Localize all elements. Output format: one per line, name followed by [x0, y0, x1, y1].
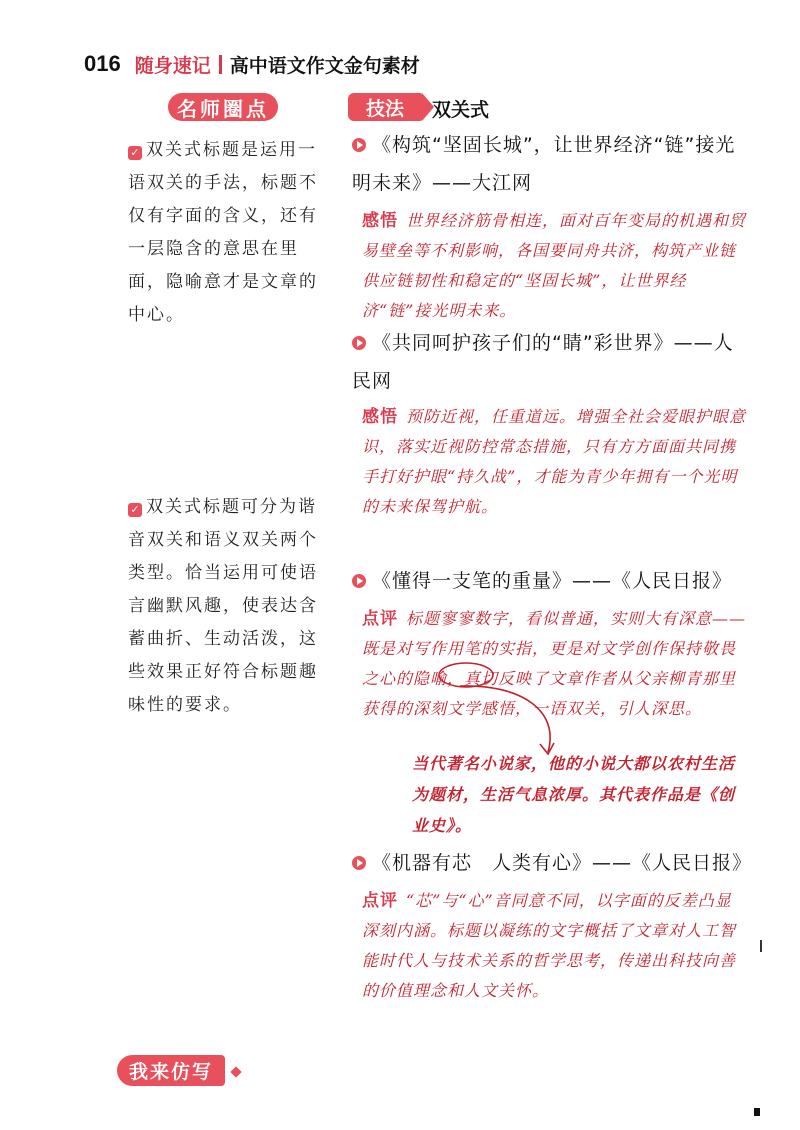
entry-title: [352, 324, 744, 400]
entry-title: [352, 562, 744, 600]
play-bullet-icon: [352, 856, 366, 870]
play-bullet-icon: [352, 574, 366, 588]
practice-badge: 我来仿写: [117, 1055, 225, 1086]
entry-title: [352, 844, 753, 882]
teacher-notes-badge: 名师圈点: [168, 93, 278, 121]
entry-comment-text: “芯”与“心”音同意不同，以字面的反差凸显深刻内涵。标题以凝练的文字概括了文章对人工智能时代人与技术关系的哲学思考，传递出科技向善的价值理念和人文关怀。: [362, 891, 737, 1000]
margin-mark: [760, 940, 762, 952]
entry-comment-text: 标题寥寥数字，看似普通，实则大有深意——既是对写作用笔的实指，更是对文学创作保持敬畏之心的隐喻，真切反映了文章作者从父亲柳青那里获得的深刻文学感悟，一语双关，引人深思。: [362, 609, 747, 718]
entry-comment: [362, 886, 746, 1006]
page-number: 016: [84, 51, 121, 76]
sidebar-note-text: 双关式标题可分为谐音双关和语义双关两个类型。恰当运用可使语言幽默风趣，使表达含蓄曲折、生动活泼，这些效果正好符合标题趣味性的要求。: [128, 497, 318, 715]
book-title: 高中语文作文金句素材: [229, 54, 420, 77]
play-bullet-icon: [352, 336, 366, 350]
entry-comment: [362, 206, 746, 326]
entry-title-text: 《懂得一支笔的重量》——《人民日报》: [372, 570, 733, 592]
checkbox-icon: ✓: [128, 146, 142, 160]
entry-label: 感悟: [362, 407, 398, 427]
play-bullet-icon: [352, 138, 366, 152]
corner-mark: [754, 1108, 760, 1116]
header-divider: [219, 55, 222, 74]
page-header: [84, 48, 420, 80]
sidebar-note: [128, 134, 320, 332]
technique-badge: 技法: [348, 93, 422, 121]
entry-title-text: 《构筑“坚固长城”，让世界经济“链”接光明未来》——大江网: [352, 134, 736, 194]
technique-name: 双关式: [432, 99, 490, 121]
sidebar-note-text: 双关式标题是运用一语双关的手法，标题不仅有字面的含义，还有一层隐含的意思在里面，隐喻意才是文章的中心。: [128, 140, 318, 325]
entry-comment-text: 预防近视，任重道远。增强全社会爱眼护眼意识，落实近视防控常态措施，只有方方面面共同携手打好护眼“持久战”，才能为青少年拥有一个光明的未来保驾护航。: [362, 407, 747, 516]
entry-label: 感悟: [362, 211, 398, 231]
sidebar-note: [128, 491, 320, 722]
handwritten-annotation: 当代著名小说家，他的小说大都以农村生活为题材，生活气息浓厚。其代表作品是《创业史》。: [412, 754, 736, 835]
entry-title-text: 《机器有芯 人类有心》——《人民日报》: [372, 852, 753, 874]
checkbox-icon: ✓: [128, 503, 142, 517]
series-name: 随身速记: [134, 54, 211, 77]
entry-label: 点评: [362, 609, 398, 629]
entry-title: [352, 126, 744, 202]
practice-badge-decoration: [230, 1066, 241, 1077]
entry-title-text: 《共同呵护孩子们的“睛”彩世界》——人民网: [352, 332, 734, 392]
entry-comment-text: 世界经济筋骨相连，面对百年变局的机遇和贸易壁垒等不利影响，各国要同舟共济，构筑产业链供应链韧性和稳定的“坚固长城”，让世界经济“链”接光明未来。: [362, 211, 747, 320]
entry-label: 点评: [362, 891, 398, 911]
entry-comment: [362, 402, 746, 522]
